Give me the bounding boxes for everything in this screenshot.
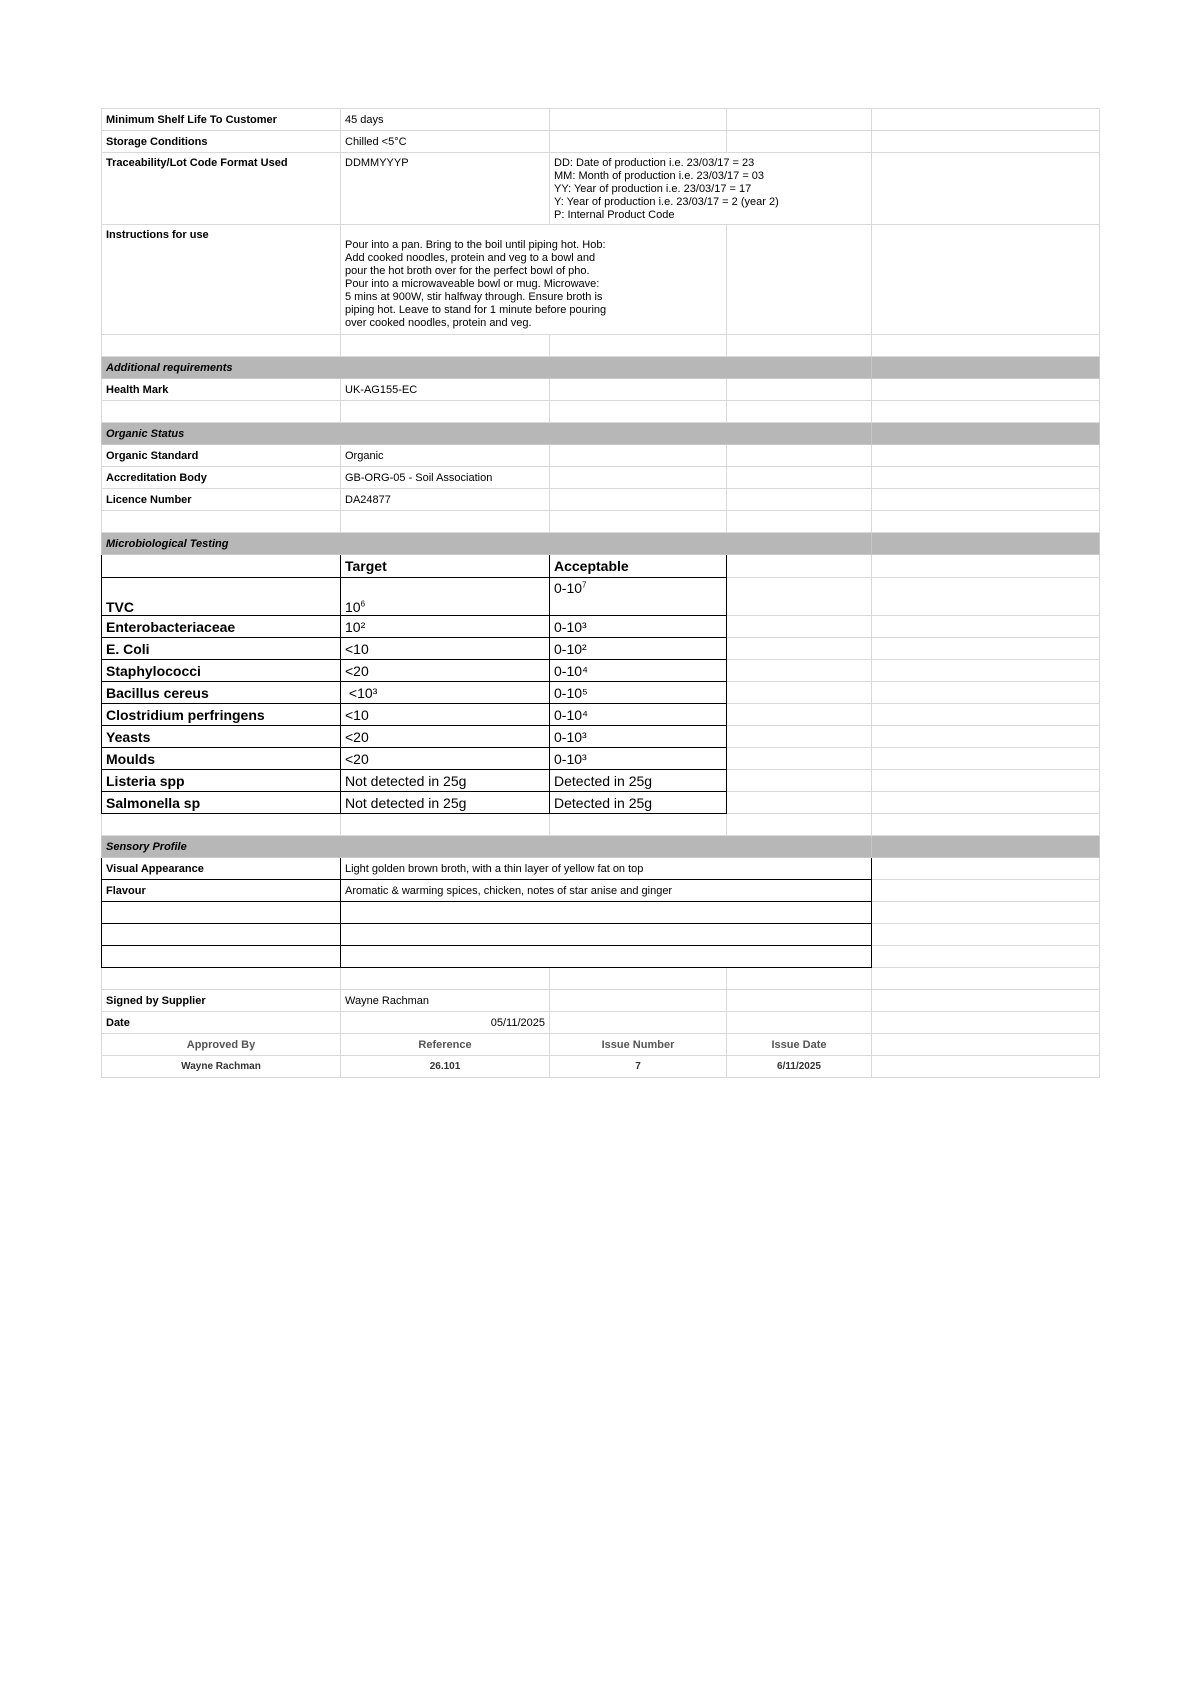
micro-target: $10^6$ bbox=[341, 578, 550, 616]
micro-row: Moulds <20 0-10³ bbox=[102, 748, 1100, 770]
issue-date-value: 6/11/2025 bbox=[727, 1056, 872, 1078]
health-mark-row bbox=[102, 379, 1100, 401]
target-header: Target bbox=[341, 555, 550, 578]
reference-value: 26.101 bbox=[341, 1056, 550, 1078]
additional-requirements-header: Additional requirements bbox=[102, 357, 1100, 379]
micro-row: TVC $10^6$ $0-10^7$ bbox=[102, 578, 1100, 616]
traceability-row bbox=[102, 153, 1100, 225]
organic-standard-row: Organic Standard Organic bbox=[102, 445, 1100, 467]
traceability-value: DDMMYYYP bbox=[341, 153, 550, 225]
health-mark-label: Health Mark bbox=[102, 379, 341, 401]
footer-header-row: Approved By Reference Issue Number Issue Date bbox=[102, 1034, 1100, 1056]
licence-row: Licence Number DA24877 bbox=[102, 489, 1100, 511]
shelf-life-value: 45 days bbox=[341, 109, 550, 131]
organic-standard-value: Organic bbox=[341, 445, 550, 467]
instructions-row bbox=[102, 225, 1100, 335]
acceptable-header: Acceptable bbox=[550, 555, 727, 578]
approved-by-value: Wayne Rachman bbox=[102, 1056, 341, 1078]
micro-row: Clostridium perfringens <10 0-10⁴ bbox=[102, 704, 1100, 726]
date-row: Date 05/11/2025 bbox=[102, 1012, 1100, 1034]
micro-row: Enterobacteriaceae 10² 0-10³ bbox=[102, 616, 1100, 638]
visual-appearance-row: Visual Appearance Light golden brown broth, with a thin layer of yellow fat on top bbox=[102, 858, 1100, 880]
micro-row: Yeasts <20 0-10³ bbox=[102, 726, 1100, 748]
storage-label: Storage Conditions bbox=[102, 131, 341, 153]
spec-table bbox=[101, 108, 1100, 1078]
micro-row: Staphylococci <20 0-10⁴ bbox=[102, 660, 1100, 682]
shelf-life-label: Minimum Shelf Life To Customer bbox=[102, 109, 341, 131]
spec-sheet bbox=[101, 108, 1099, 1078]
signed-by-value: Wayne Rachman bbox=[341, 990, 550, 1012]
micro-row: Listeria spp Not detected in 25g Detected in 25g bbox=[102, 770, 1100, 792]
storage-value: Chilled <5°C bbox=[341, 131, 550, 153]
micro-row: Bacillus cereus <10³ 0-10⁵ bbox=[102, 682, 1100, 704]
flavour-row: Flavour Aromatic & warming spices, chicken, notes of star anise and ginger bbox=[102, 880, 1100, 902]
micro-table bbox=[102, 555, 1100, 814]
shelf-life-row bbox=[102, 109, 1100, 131]
traceability-label: Traceability/Lot Code Format Used bbox=[102, 153, 341, 225]
footer-value-row bbox=[102, 1056, 1100, 1078]
flavour-value: Aromatic & warming spices, chicken, notes of star anise and ginger bbox=[341, 880, 872, 902]
sensory-profile-header: Sensory Profile bbox=[102, 836, 1100, 858]
sensory-table bbox=[102, 858, 1100, 968]
accreditation-value: GB-ORG-05 - Soil Association bbox=[341, 467, 550, 489]
micro-acceptable: $0-10^7$ bbox=[550, 578, 727, 616]
signed-row: Signed by Supplier Wayne Rachman bbox=[102, 990, 1100, 1012]
organic-status-header: Organic Status bbox=[102, 423, 1100, 445]
instructions-value: Pour into a pan. Bring to the boil until piping hot. Hob: Add cooked noodles, protein and veg to a bowl and pour the hot broth over for the perfect bowl of pho. Pour into a microwaveable bowl or mug. Microwave: 5 mins at 900W, stir halfway through. Ensure broth is piping hot. Leave to stand for 1 minute before pouring over cooked noodles, protein and veg. bbox=[341, 225, 727, 335]
date-value: 05/11/2025 bbox=[341, 1012, 550, 1034]
storage-row bbox=[102, 131, 1100, 153]
traceability-notes: DD: Date of production i.e. 23/03/17 = 23 MM: Month of production i.e. 23/03/17 = 03 YY: Year of production i.e. 23/03/17 = 17 Y: Year of production i.e. 23/03/17 = 2 (year 2) P: Internal Product Code bbox=[550, 153, 872, 225]
micro-row: E. Coli <10 0-10² bbox=[102, 638, 1100, 660]
instructions-label: Instructions for use bbox=[102, 225, 341, 335]
issue-number-value: 7 bbox=[550, 1056, 727, 1078]
visual-appearance-value: Light golden brown broth, with a thin layer of yellow fat on top bbox=[341, 858, 872, 880]
accreditation-row: Accreditation Body GB-ORG-05 - Soil Association bbox=[102, 467, 1100, 489]
health-mark-value: UK-AG155-EC bbox=[341, 379, 550, 401]
micro-row: Salmonella sp Not detected in 25g Detected in 25g bbox=[102, 792, 1100, 814]
micro-testing-header: Microbiological Testing bbox=[102, 533, 1100, 555]
licence-value: DA24877 bbox=[341, 489, 550, 511]
